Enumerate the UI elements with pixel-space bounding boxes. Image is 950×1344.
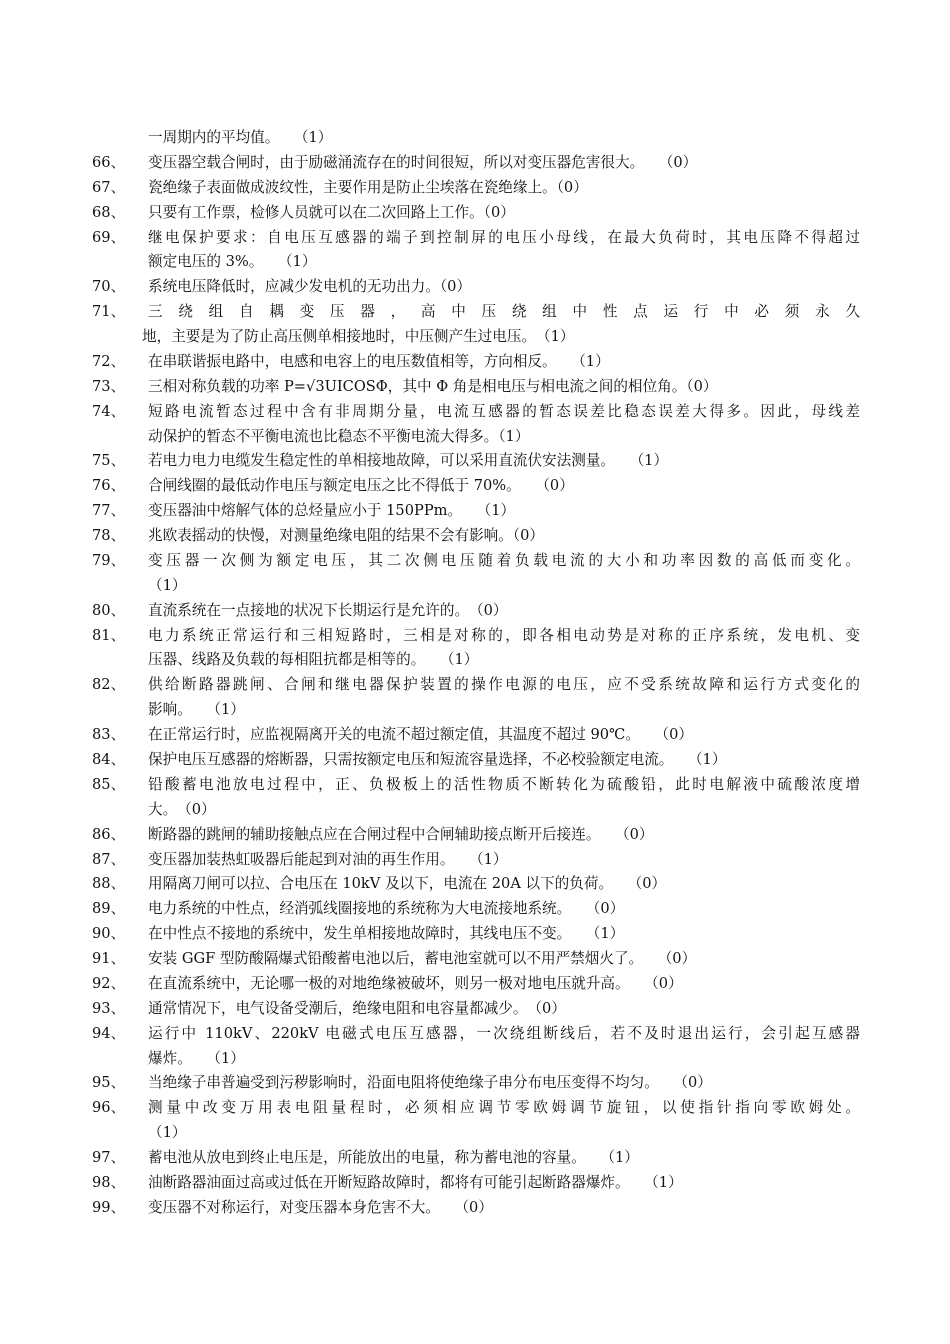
item-number: 87、 bbox=[92, 850, 126, 868]
item-number: 72、 bbox=[92, 352, 126, 370]
item-text: 只要有工作票，检修人员就可以在二次回路上工作。（0） bbox=[148, 203, 515, 221]
item-number: 82、 bbox=[92, 676, 126, 694]
item-number: 96、 bbox=[92, 1099, 126, 1117]
item-text: 变压器油中熔解气体的总烃量应小于 150PPm。 （1） bbox=[148, 502, 516, 520]
item-text: 在串联谐振电路中，电感和电容上的电压数值相等，方向相反。 （1） bbox=[148, 352, 610, 370]
item-number: 76、 bbox=[92, 477, 126, 495]
item-number: 70、 bbox=[92, 278, 126, 296]
item-text: 在正常运行时，应监视隔离开关的电流不超过额定值，其温度不超过 90℃。 （0） bbox=[148, 726, 694, 744]
item-text: 通常情况下，电气设备受潮后，绝缘电阻和电容量都减少。 （0） bbox=[148, 999, 566, 1017]
item-number: 71、 bbox=[92, 303, 126, 321]
item-number: 81、 bbox=[92, 626, 126, 644]
item-number: 85、 bbox=[92, 775, 126, 793]
item-number: 89、 bbox=[92, 900, 126, 918]
item-text: 供给断路器跳闸、合闸和继电器保护装置的操作电源的电压，应不受系统故障和运行方式变化的 bbox=[148, 676, 860, 694]
item-number: 73、 bbox=[92, 377, 126, 395]
item-number: 95、 bbox=[92, 1074, 126, 1092]
item-number: 74、 bbox=[92, 402, 126, 420]
item-number: 84、 bbox=[92, 751, 126, 768]
item-text: 若电力电力电缆发生稳定性的单相接地故障，可以采用直流伏安法测量。 （1） bbox=[148, 452, 669, 470]
item-text: 电力系统正常运行和三相短路时，三相是对称的，即各相电动势是对称的正序系统，发电机、变 bbox=[148, 626, 860, 644]
item-number: 78、 bbox=[92, 527, 126, 545]
item-text: 用隔离刀闸可以拉、合电压在 10kV 及以下，电流在 20A 以下的负荷。 （0） bbox=[148, 875, 667, 893]
item-number: 91、 bbox=[92, 950, 126, 968]
item-text-continuation: 压器、线路及负载的每相阻抗都是相等的。 （1） bbox=[148, 651, 479, 669]
item-text: 在直流系统中，无论哪一极的对地绝缘被破坏，则另一极对地电压就升高。 （0） bbox=[148, 974, 683, 992]
item-text: 三相对称负载的功率 P=√3UICOSΦ，其中 Φ 角是相电压与相电流之间的相位角。（0） bbox=[148, 377, 718, 395]
item-number: 92、 bbox=[92, 974, 126, 992]
item-text-continuation: 影响。 （1） bbox=[148, 701, 245, 719]
item-text-continuation: 大。 （0） bbox=[148, 800, 216, 818]
item-number: 80、 bbox=[92, 601, 126, 619]
item-number: 94、 bbox=[92, 1024, 126, 1042]
item-number: 66、 bbox=[92, 153, 126, 171]
item-text-continuation: 爆炸。 （1） bbox=[148, 1049, 245, 1067]
item-text: 蓄电池从放电到终止电压是，所能放出的电量，称为蓄电池的容量。 （1） bbox=[148, 1149, 639, 1167]
item-text: 在中性点不接地的系统中，发生单相接地故障时，其线电压不变。 （1） bbox=[148, 925, 625, 943]
item-text: 变压器一次侧为额定电压，其二次侧电压随着负载电流的大小和功率因数的高低而变化。 bbox=[148, 551, 860, 569]
item-text: 电力系统的中性点，经消弧线圈接地的系统称为大电流接地系统。 （0） bbox=[148, 900, 625, 918]
item-text: 变压器不对称运行，对变压器本身危害不大。 （0） bbox=[148, 1198, 493, 1216]
item-text: 合闸线圈的最低动作电压与额定电压之比不得低于 70%。 （0） bbox=[148, 477, 574, 495]
item-text-continuation: （1） bbox=[148, 576, 187, 594]
item-number: 93、 bbox=[92, 999, 126, 1017]
item-number: 83、 bbox=[92, 726, 126, 744]
item-number: 97、 bbox=[92, 1149, 126, 1167]
item-number: 69、 bbox=[92, 228, 126, 246]
item-text-continuation: 额定电压的 3%。 （1） bbox=[148, 253, 317, 271]
item-text: 系统电压降低时，应减少发电机的无功出力。（0） bbox=[148, 278, 472, 296]
item-text: 铅酸蓄电池放电过程中，正、负极板上的活性物质不断转化为硫酸铅，此时电解液中硫酸浓度增 bbox=[148, 775, 860, 793]
item-text-continuation: 动保护的暂态不平衡电流也比稳态不平衡电流大得多。（1） bbox=[148, 427, 530, 445]
item-text: 测量中改变万用表电阻量程时，必须相应调节零欧姆调节旋钮，以使指针指向零欧姆处。 bbox=[148, 1099, 860, 1117]
item-number: 99、 bbox=[92, 1198, 126, 1216]
item-text: 油断路器油面过高或过低在开断短路故障时，都将有可能引起断路器爆炸。 （1） bbox=[148, 1173, 683, 1191]
item-text: 一周期内的平均值。 （1） bbox=[148, 129, 333, 146]
item-number: 68、 bbox=[92, 203, 126, 221]
item-text: 变压器空载合闸时，由于励磁涌流存在的时间很短，所以对变压器危害很大。 （0） bbox=[148, 153, 698, 171]
item-text: 直流系统在一点接地的状况下长期运行是允许的。 （0） bbox=[148, 601, 508, 619]
item-number: 86、 bbox=[92, 825, 126, 843]
item-text-continuation: 地，主要是为了防止高压侧单相接地时，中压侧产生过电压。 （1） bbox=[142, 328, 575, 346]
item-text: 短路电流暂态过程中含有非周期分量，电流互感器的暂态误差比稳态误差大得多。因此，母线差 bbox=[148, 402, 860, 420]
item-text: 三绕组自耦变压器，高中压绕组中性点运行中必须永久 bbox=[148, 303, 860, 321]
item-number: 88、 bbox=[92, 875, 126, 893]
item-text: 保护电压互感器的熔断器，只需按额定电压和短流容量选择，不必校验额定电流。 （1） bbox=[148, 751, 727, 768]
item-number: 79、 bbox=[92, 551, 126, 569]
item-number: 75、 bbox=[92, 452, 126, 470]
item-text: 运行中 110kV、220kV 电磁式电压互感器，一次绕组断线后，若不及时退出运行，会引起互感器 bbox=[148, 1024, 860, 1042]
item-text: 继电保护要求：自电压互感器的端子到控制屏的电压小母线，在最大负荷时，其电压降不得超过 bbox=[148, 228, 860, 246]
item-text: 当绝缘子串普遍受到污秽影响时，沿面电阻将使绝缘子串分布电压变得不均匀。 （0） bbox=[148, 1074, 712, 1092]
item-number: 67、 bbox=[92, 178, 126, 196]
item-text-continuation: （1） bbox=[148, 1124, 187, 1142]
item-number: 90、 bbox=[92, 925, 126, 943]
item-number: 98、 bbox=[92, 1173, 126, 1191]
item-text: 安装 GGF 型防酸隔爆式铅酸蓄电池以后，蓄电池室就可以不用严禁烟火了。 （0） bbox=[148, 950, 697, 968]
item-text: 变压器加装热虹吸器后能起到对油的再生作用。 （1） bbox=[148, 850, 508, 868]
item-text: 瓷绝缘子表面做成波纹性，主要作用是防止尘埃落在瓷绝缘上。（0） bbox=[148, 178, 588, 196]
item-number: 77、 bbox=[92, 502, 126, 520]
item-text: 兆欧表摇动的快慢，对测量绝缘电阻的结果不会有影响。（0） bbox=[148, 527, 545, 545]
item-text: 断路器的跳闸的辅助接触点应在合闸过程中合闸辅助接点断开后接连。 （0） bbox=[148, 825, 654, 843]
